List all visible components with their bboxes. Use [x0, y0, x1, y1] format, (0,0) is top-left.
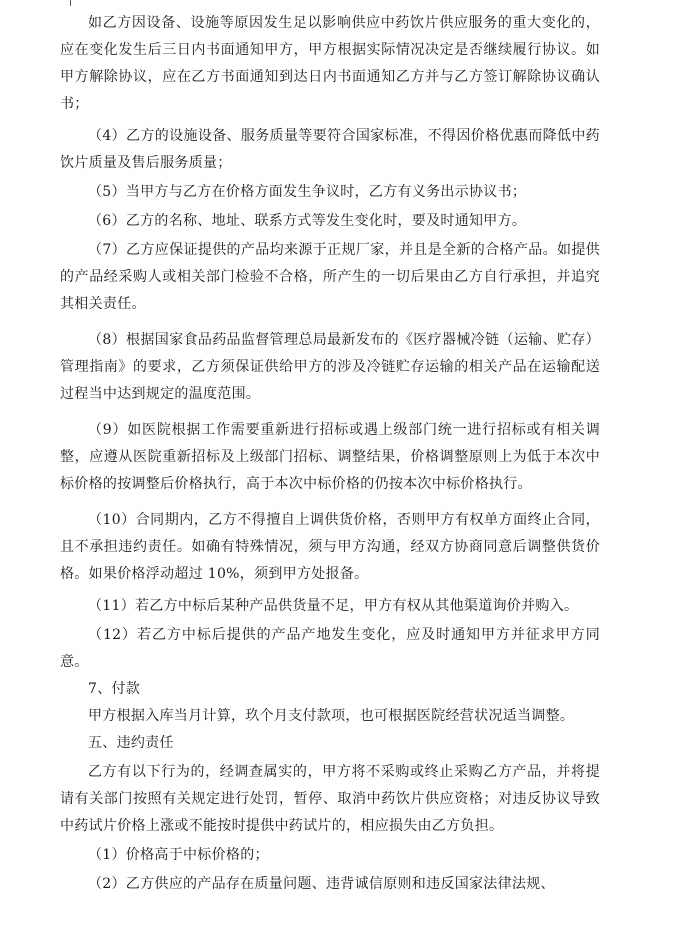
payment-text: 甲方根据入库当月计算，玖个月支付款项，也可根据医院经营状况适当调整。 — [88, 708, 575, 724]
section-heading: 五、违约责任 — [88, 735, 174, 751]
paragraph-item-6: （6）乙方的名称、地址、联系方式等发生变化时，要及时通知甲方。 — [88, 213, 527, 229]
list-item: （2）乙方供应的产品存在质量问题、违背诚信原则和违反国家法律法规、 — [88, 876, 555, 892]
paragraph-item-12: （12）若乙方中标后提供的产品产地发生变化，应及时通知甲方并征求甲方同意。 — [60, 627, 600, 670]
paragraph-item-11: （11）若乙方中标后某种产品供货量不足，甲方有权从其他渠道询价并购入。 — [88, 598, 579, 614]
paragraph-item-10: （10）合同期内，乙方不得擅自上调供货价格，否则甲方有权单方面终止合同，且不承担违约责任。如确有特殊情况，须与甲方沟通，经双方协商同意后调整供货价格。如果价格浮动超过 10%，须到甲方处报备。 — [60, 512, 600, 582]
paragraph-item-4: （4）乙方的设施设备、服务质量等要符合国家标准，不得因价格优惠而降低中药饮片质量及售后服务质量； — [60, 128, 600, 171]
paragraph-item-8: （8）根据国家食品药品监督管理总局最新发布的《医疗器械冷链（运输、贮存）管理指南》的要求，乙方须保证供给甲方的涉及冷链贮存运输的相关产品在运输配送过程当中达到规定的温度范围。 — [60, 332, 600, 402]
section-text: 乙方有以下行为的，经调查属实的，甲方将不采购或终止采购乙方产品，并将提请有关部门按照有关规定进行处罚，暂停、取消中药饮片供应资格；对违反协议导致中药试片价格上涨或不能按时提供中药试片的，相应损失由乙方负担。 — [60, 764, 600, 834]
list-item: （1）价格高于中标价格的； — [88, 847, 269, 863]
payment-heading: 7、付款 — [88, 681, 141, 697]
document-page — [60, 10, 600, 898]
paragraph-item-9: （9）如医院根据工作需要重新进行招标或遇上级部门统一进行招标或有相关调整，应遵从医院重新招标及上级部门招标、调整结果，价格调整原则上为低于本次中标价格的按调整后价格执行，高于本次中标价格的仍按本次中标价格执行。 — [60, 422, 600, 492]
paragraph-item-5: （5）当甲方与乙方在价格方面发生争议时，乙方有义务出示协议书； — [88, 184, 527, 200]
paragraph-equipment-change: 如乙方因设备、设施等原因发生足以影响供应中药饮片供应服务的重大变化的，应在变化发生后三日内书面通知甲方，甲方根据实际情况决定是否继续履行协议。如甲方解除协议，应在乙方书面通知到达日内书面通知乙方并与乙方签订解除协议确认书； — [60, 15, 600, 112]
paragraph-item-7: （7）乙方应保证提供的产品均来源于正规厂家，并且是全新的合格产品。如提供的产品经采购人或相关部门检验不合格，所产生的一切后果由乙方自行承担，并追究其相关责任。 — [60, 242, 600, 312]
scan-mark — [70, 0, 71, 6]
